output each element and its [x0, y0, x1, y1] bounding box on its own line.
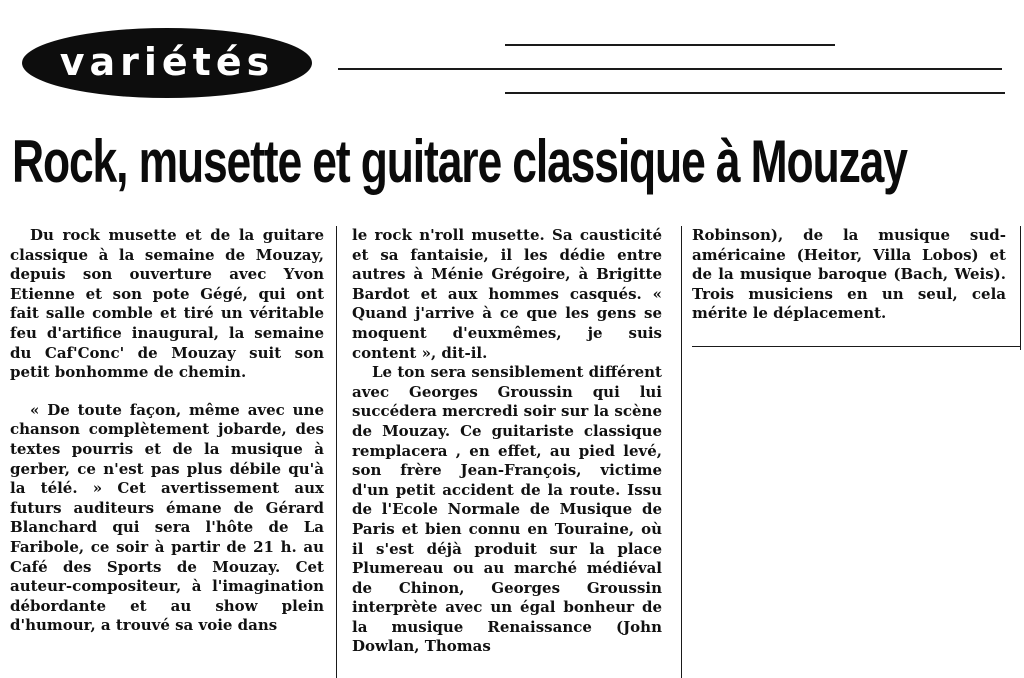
article-column-1 [10, 226, 324, 636]
article-column-2 [352, 226, 662, 657]
section-label: variétés [59, 40, 275, 84]
column-2-paragraph-2: Le ton sera sensiblement différent avec Georges Groussin qui lui succédera mercredi soir sur la scène de Mouzay. Ce guitariste classique remplacera , en effet, au pied levé, son frère Jean-François, victime d'un petit accident de la route. Issu de l'Ecole Normale de Musique de Paris et bien connu en Touraine, où il s'est déjà produit sur la place Plumereau ou au marché médiéval de Chinon, Georges Groussin interprète avec un égal bonheur de la musique Renaissance (John Dowlan, Thomas [352, 363, 662, 656]
column-1-paragraph-2: « De toute façon, même avec une chanson complètement jobarde, des textes pourris et de la musique à gerber, ce n'est pas plus débile qu'à la télé. » Cet avertissement aux futurs auditeurs émane de Gérard Blanchard qui sera l'hôte de La Faribole, ce soir à partir de 21 h. au Café des Sports de Mouzay. Cet auteur-compositeur, à l'imagination débordante et au show plein d'humour, a trouvé sa voie dans [10, 400, 324, 635]
column-divider-1 [336, 226, 337, 678]
header-rule-top [505, 44, 835, 46]
article-end-rule [692, 346, 1020, 347]
column-divider-2 [681, 226, 682, 678]
column-1-paragraph-1: Du rock musette et de la guitare classique à la semaine de Mouzay, depuis son ouverture avec Yvon Etienne et son pote Gégé, qui ont fait salle comble et tiré un véritable feu d'artifice inaugural, la semaine du Caf'Conc' de Mouzay suit son petit bonhomme de chemin. [10, 226, 324, 382]
column-2-paragraph-1: le rock n'roll musette. Sa causticité et sa fantaisie, il les dédie entre autres à Ménie Grégoire, à Brigitte Bardot et aux hommes casqués. « Quand j'arrive à ce que les gens se moquent d'euxmêmes, je suis content », dit-il. [352, 226, 662, 362]
article-column-3 [692, 226, 1006, 324]
column-divider-3 [1020, 226, 1021, 350]
article-headline: Rock, musette et guitare classique à Mouzay [12, 128, 907, 195]
header-rule-bottom [505, 92, 1005, 94]
column-3-paragraph-1: Robinson), de la musique sud-américaine (Heitor, Villa Lobos) et de la musique baroque (Bach, Weis). Trois musiciens en un seul, cela mérite le déplacement. [692, 226, 1006, 323]
header-rule-middle [338, 68, 1002, 70]
section-rubric [22, 28, 312, 98]
